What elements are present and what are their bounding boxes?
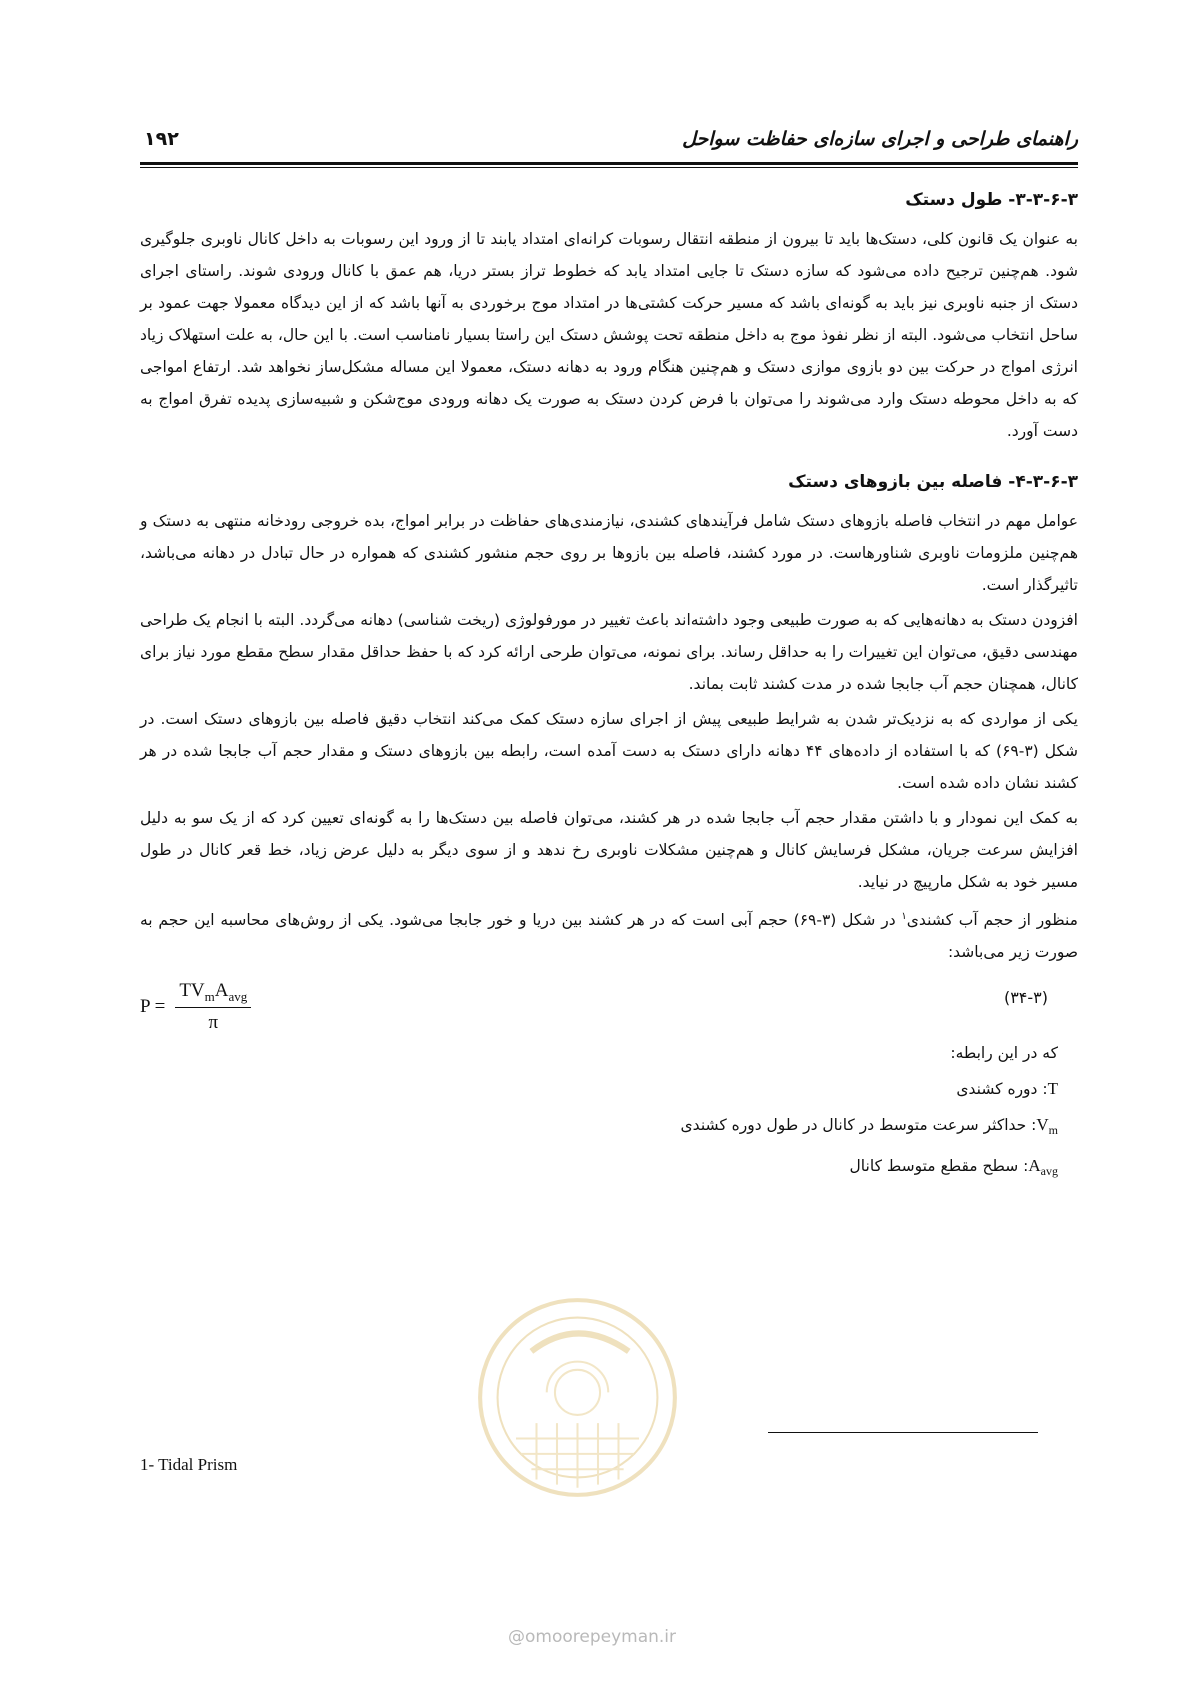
section-heading-arm-spacing: ۴-۳-۶-۳- فاصله بین بازوهای دستک bbox=[788, 472, 1078, 492]
page-header bbox=[140, 128, 1078, 168]
paragraph: به عنوان یک قانون کلی، دستک‌ها باید تا بیرون از منطقه انتقال رسوبات کرانه‌ای امتداد یابند تا از ورود این رسوبات به داخل کانال ناوبری جلوگیری شود. هم‌چنین ترجیح داده می‌شود که سازه دستک تا جایی امتداد یابد که خطوط تراز بستر دریا، هم عمق با کانال ورودی شوند. راستای اجرای دستک از جنبه ناوبری نیز باید به گونه‌ای باشد که مسیر حرکت کشتی‌ها در امتداد موج برخوردی به آنها باشد که از این دیدگاه معمولا جهت عمود بر ساحل انتخاب می‌شود. البته از نظر نفوذ موج به داخل منطقه تحت پوشش دستک این راستا بسیار نامناسب است. با این حال، به علت استهلاک زیاد انرژی امواج در حرکت بین دو بازوی موازی دستک و هم‌چنین هنگام ورود به دهانه دستک، معمولا این مساله مشکل‌ساز نخواهد شد. ارتفاع امواجی که به داخل محوطه دستک وارد می‌شوند را می‌توان با فرض کردن دستک به صورت یک دهانه ورودی موج‌شکن و شبیه‌سازی پدیده تفرق امواج به دست آورد. bbox=[140, 230, 1078, 440]
paragraph: عوامل مهم در انتخاب فاصله بازوهای دستک شامل فرآیندهای کشندی، نیازمندی‌های حفاظت در برابر امواج، بده خروجی رودخانه منتهی به دستک و هم‌چنین ملزومات ناوبری شناورهاست. در مورد کشند، فاصله بین بازوها بر روی حجم منشور کشندی که همواره در حال تبادل در دهانه می‌باشد، تاثیرگذار است. bbox=[140, 512, 1078, 594]
page-body bbox=[140, 185, 1078, 1189]
definition-item: T: دوره کشندی bbox=[956, 1079, 1058, 1099]
page-number: ۱۹۲ bbox=[144, 128, 179, 150]
definition-item: $V_m$: حداکثر سرعت متوسط در کانال در طول دوره کشندی bbox=[680, 1115, 1058, 1138]
paragraph: افزودن دستک به دهانه‌هایی که به صورت طبیعی وجود داشته‌اند باعث تغییر در مورفولوژی (ریخت شناسی) دهانه می‌گردد. البته با انجام یک طراحی مهندسی دقیق، می‌توان این تغییرات را به حداقل رساند. برای نمونه، می‌توان طرحی ارائه کرد که با حفظ حداقل مقدار سطح مقطع مورد نیاز برای کانال، همچنان حجم آب جابجا شده در مدت کشند ثابت بماند. bbox=[140, 611, 1078, 693]
variable-definitions bbox=[140, 1036, 1078, 1189]
equation-block bbox=[140, 974, 1078, 1036]
section-heading-jetty-length: ۳-۳-۶-۳- طول دستک bbox=[905, 190, 1078, 210]
header-rule-thick bbox=[140, 162, 1078, 165]
footnote: 1- Tidal Prism bbox=[140, 1455, 238, 1474]
header-rule-thin bbox=[140, 167, 1078, 168]
formula-numerator: $TV_mA_{avg}$ bbox=[175, 980, 251, 1008]
footnote-marker: ۱ bbox=[901, 911, 907, 922]
equation-number: (۳۴-۳) bbox=[1003, 988, 1048, 1008]
watermark-seal-icon bbox=[475, 1295, 680, 1500]
paragraph: به کمک این نمودار و با داشتن مقدار حجم آب جابجا شده در هر کشند، می‌توان فاصله بین دستک‌ها را به گونه‌ای تعیین کرد که از یک سو به دلیل افزایش سرعت جریان، مشکل فرسایش کانال و هم‌چنین مشکلات ناوبری رخ ندهد و از سوی دیگر به دلیل عرض زیاد، خط قعر کانال در طول مسیر خود به شکل مارپیچ در نیاید. bbox=[140, 809, 1078, 891]
formula-fraction bbox=[175, 980, 251, 1034]
tidal-prism-formula bbox=[140, 980, 251, 1034]
formula-lhs: P = bbox=[140, 996, 166, 1018]
definitions-intro: که در این رابطه: bbox=[950, 1044, 1058, 1063]
running-title: راهنمای طراحی و اجرای سازه‌ای حفاظت سواحل bbox=[682, 128, 1078, 150]
footnote-separator bbox=[768, 1432, 1038, 1433]
paragraph: یکی از مواردی که به نزدیک‌تر شدن به شرایط طبیعی پیش از اجرای سازه دستک کمک می‌کند انتخاب دقیق فاصله بین بازوهای دستک است. در شکل (۳-۶۹) که با استفاده از داده‌های ۴۴ دهانه دارای دستک به دست آمده است، رابطه بین بازوهای دستک و مقدار حجم آب جابجا شده در هر کشند نشان داده شده است. bbox=[140, 710, 1078, 792]
definition-item: $A_{avg}$: سطح مقطع متوسط کانال bbox=[849, 1156, 1058, 1179]
paragraph-text: در شکل (۳-۶۹) حجم آبی است که در هر کشند بین دریا و خور جابجا می‌شود. یکی از روش‌های محاسبه این حجم به صورت زیر می‌باشد: bbox=[140, 911, 1078, 962]
watermark-site-url: @omoorepeyman.ir bbox=[508, 1627, 677, 1647]
paragraph-text: منظور از حجم آب کشندی bbox=[906, 911, 1078, 930]
formula-denominator: π bbox=[208, 1011, 219, 1033]
paragraph-with-footnote bbox=[140, 901, 1078, 968]
